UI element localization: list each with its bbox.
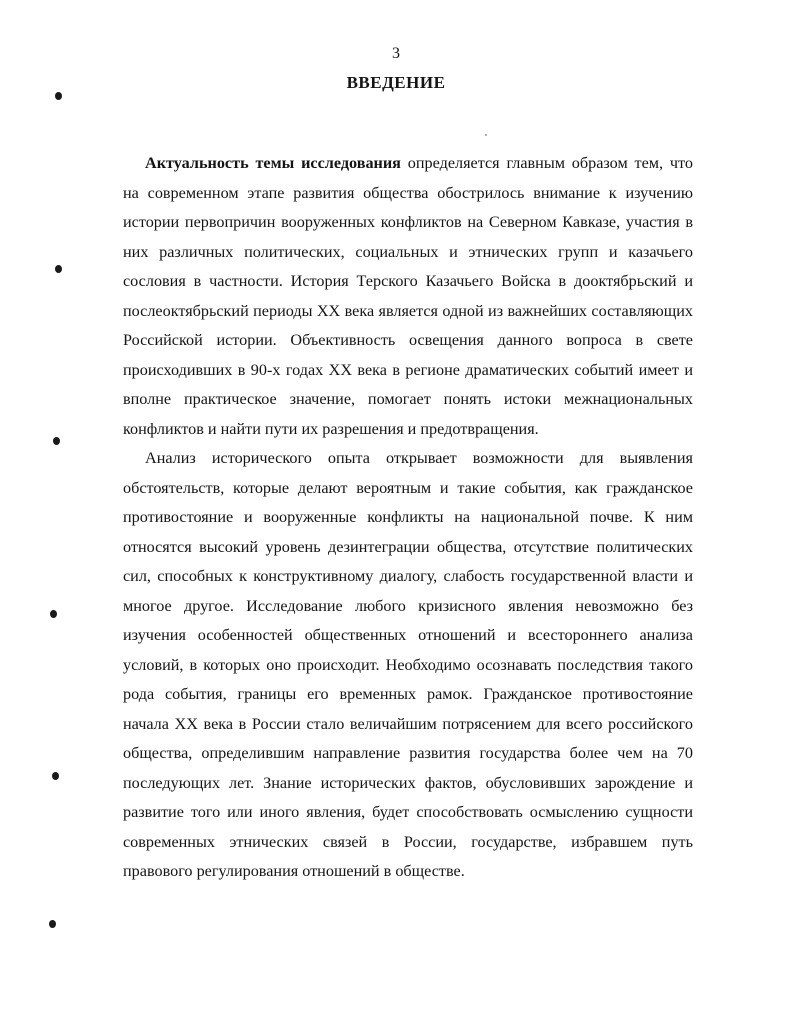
paragraph-lead-phrase: Актуальность темы исследования (145, 154, 401, 172)
punch-hole-mark (50, 610, 57, 618)
punch-hole-mark (52, 772, 59, 780)
page-number: 3 (392, 45, 400, 62)
paragraph-relevance (123, 149, 693, 444)
page-title: ВВЕДЕНИЕ (346, 73, 446, 92)
document-body (123, 149, 693, 887)
paragraph-analysis: Анализ исторического опыта открывает возможности для выявления обстоятельств, которые делают вероятным и такие события, как гражданское противостояние и вооруженные конфликты на национальной почве. К ним относятся высокий уровень дезинтеграции общества, отсутствие политических сил, способных к конструктивному диалогу, слабость государственной власти и многое другое. Исследование любого кризисного явления невозможно без изучения особенностей общественных отношений и всестороннего анализа условий, в которых оно происходит. Необходимо осознавать последствия такого рода события, границы его временных рамок. Гражданское противостояние начала XX века в России стало величайшим потрясением для всего российского общества, определившим направление развития государства более чем на 70 последующих лет. Знание исторических фактов, обусловивших зарождение и развитие того или иного явления, будет способствовать осмыслению сущности современных этнических связей в России, государстве, избравшем путь правового регулирования отношений в обществе. (123, 449, 693, 880)
punch-hole-mark (55, 92, 62, 100)
punch-hole-mark (53, 437, 60, 445)
paragraph-text: определяется главным образом тем, что на современном этапе развития общества обострилось внимание к изучению истории первопричин вооруженных конфликтов на Северном Кавказе, участия в них различных политических, социальных и этнических групп и казачьего сословия в частности. История Терского Казачьего Войска в дооктябрьский и послеоктябрьский периоды XX века является одной из важнейших составляющих Российской истории. Объективность освещения данного вопроса в свете происходивших в 90-х годах XX века в регионе драматических событий имеет и вполне практическое значение, помогает понять истоки межнациональных конфликтов и найти пути их разрешения и предотвращения. (123, 154, 693, 438)
punch-hole-mark (49, 920, 56, 928)
punch-hole-mark (55, 265, 62, 273)
scan-speck (485, 134, 487, 136)
